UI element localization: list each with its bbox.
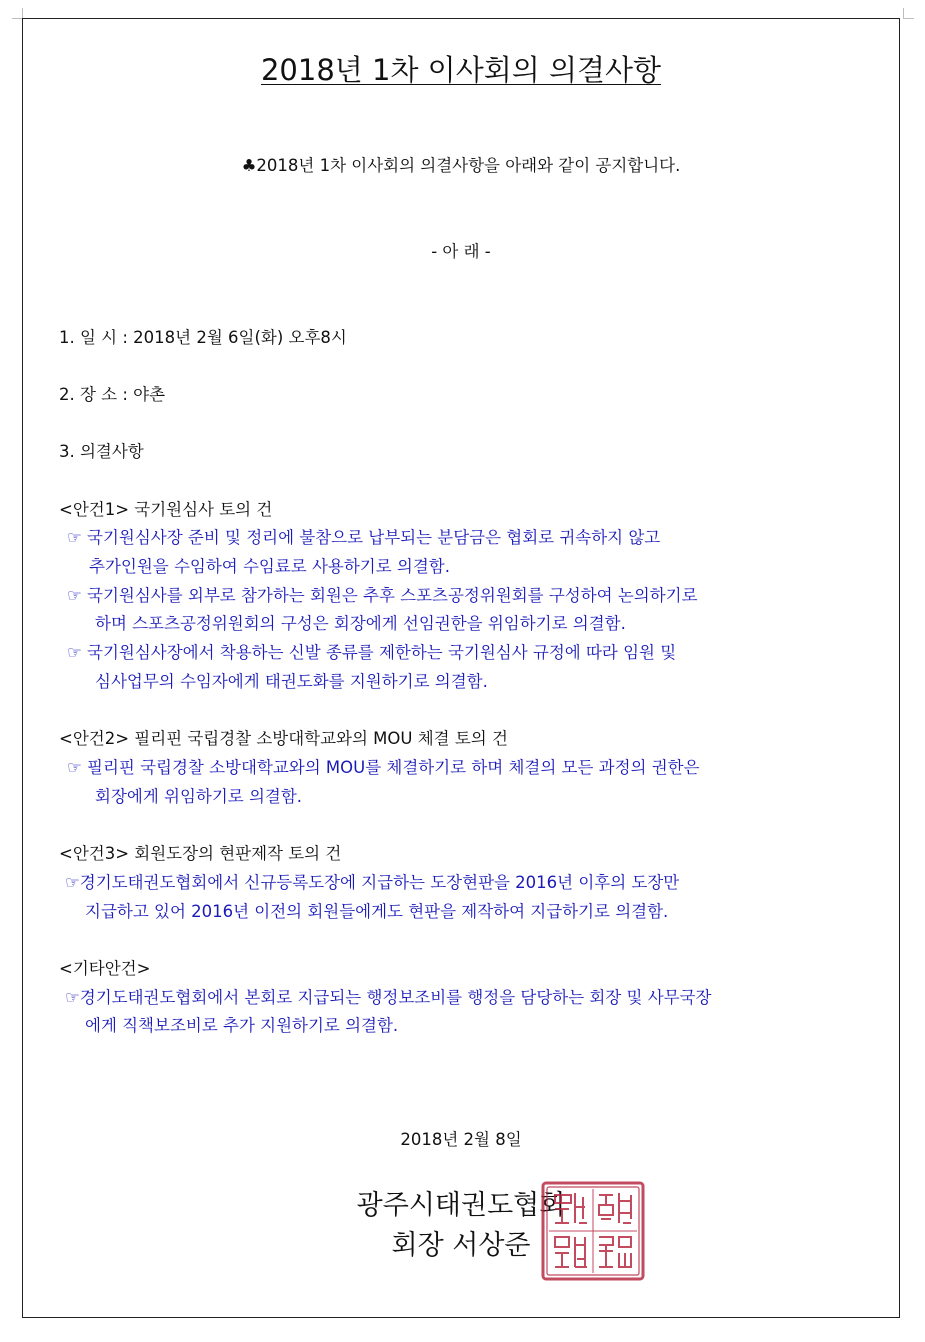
document-page: [22, 18, 900, 1318]
document-title: [23, 53, 899, 87]
official-seal-icon: [539, 1179, 647, 1283]
intro-line: ♣2018년 1차 이사회의 의결사항을 아래와 같이 공지합니다.: [241, 156, 681, 175]
agenda3-item-line: 지급하고 있어 2016년 이전의 회원들에게도 현판을 제작하여 지급하기로 의결함.: [85, 902, 669, 921]
other-agenda-heading: <기타안건>: [59, 959, 151, 978]
signature-date: 2018년 2월 8일: [400, 1130, 522, 1149]
agenda2-heading: <안건2> 필리핀 국립경찰 소방대학교와의 MOU 체결 토의 건: [59, 729, 508, 748]
agenda3-heading: <안건3> 회원도장의 현판제작 토의 건: [59, 844, 342, 863]
crop-mark-right: [903, 8, 914, 19]
below-marker: - 아 래 -: [431, 242, 491, 261]
organization-name: 광주시태권도협회: [356, 1190, 566, 1221]
agenda2-item-line: 회장에게 위임하기로 의결함.: [95, 787, 303, 806]
other-agenda-item-line: ☞경기도태권도협회에서 본회로 지급되는 행정보조비를 행정을 담당하는 회장 및 사무국장: [65, 988, 712, 1007]
agenda1-item-line: 심사업무의 수임자에게 태권도화를 지원하기로 의결함.: [95, 672, 488, 691]
agenda1-heading: <안건1> 국기원심사 토의 건: [59, 500, 273, 519]
meeting-date: 1. 일 시 : 2018년 2월 6일(화) 오후8시: [59, 328, 347, 347]
agenda2-item-line: ☞ 필리핀 국립경찰 소방대학교와의 MOU를 체결하기로 하며 체결의 모든 과정의 권한은: [67, 758, 700, 777]
agenda1-item-line: 추가인원을 수임하여 수임료로 사용하기로 의결함.: [89, 557, 450, 576]
president-name: 회장 서상준: [391, 1230, 531, 1261]
document-title-text: 2018년 1차 이사회의 의결사항: [260, 53, 662, 87]
agenda3-item-line: ☞경기도태권도협회에서 신규등록도장에 지급하는 도장현판을 2016년 이후의 도장만: [65, 873, 680, 892]
agenda1-item-line: ☞ 국기원심사장에서 착용하는 신발 종류를 제한하는 국기원심사 규정에 따라 임원 및: [67, 643, 677, 662]
other-agenda-item-line: 에게 직책보조비로 추가 지원하기로 의결함.: [85, 1016, 399, 1035]
agenda1-item-line: ☞ 국기원심사를 외부로 참가하는 회원은 추후 스포츠공정위원회를 구성하여 논의하기로: [67, 586, 698, 605]
resolutions-heading: 3. 의결사항: [59, 442, 144, 461]
agenda1-item-line: 하며 스포츠공정위원회의 구성은 회장에게 선임권한을 위임하기로 의결함.: [95, 614, 626, 633]
agenda1-item-line: ☞ 국기원심사장 준비 및 정리에 불참으로 납부되는 분담금은 협회로 귀속하지 않고: [67, 528, 661, 547]
meeting-place: 2. 장 소 : 야촌: [59, 385, 166, 404]
